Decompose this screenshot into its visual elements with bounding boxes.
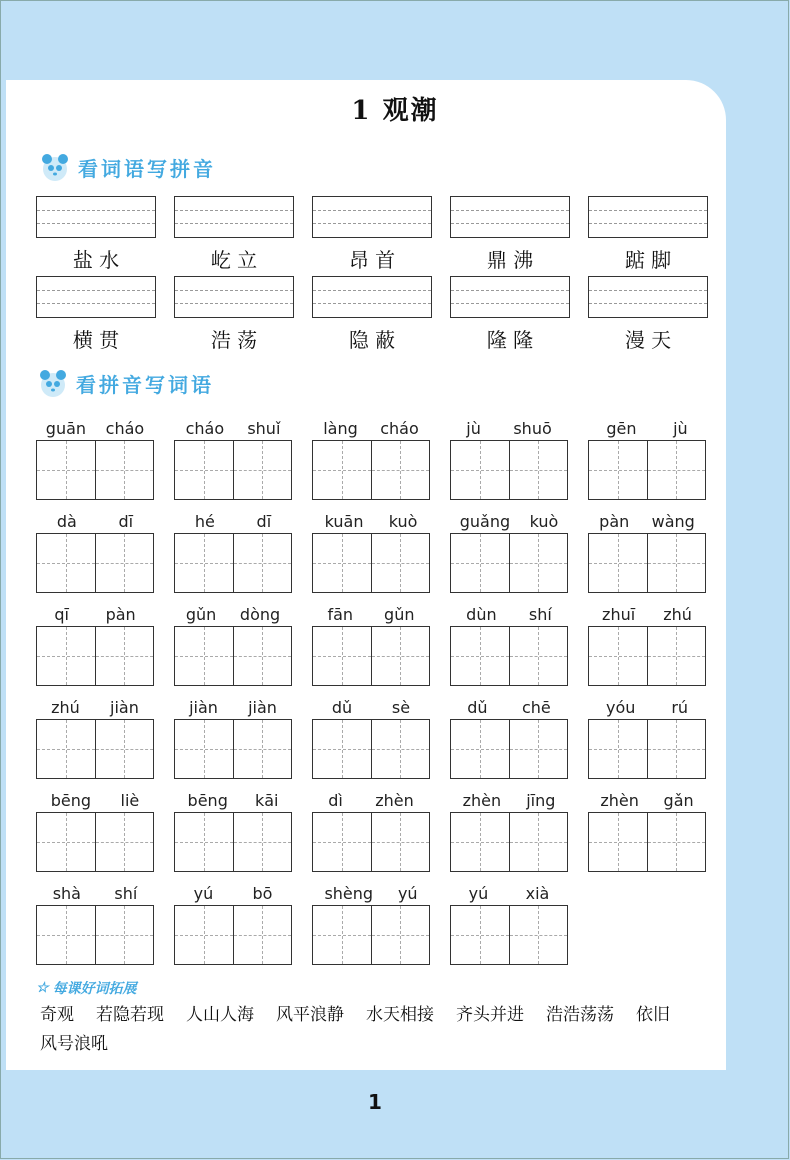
tianzige-box[interactable] <box>450 440 568 500</box>
pinyin-label: dì zhèn <box>328 791 414 810</box>
word-text: 横 贯 <box>72 328 120 352</box>
tianzige-box[interactable] <box>588 719 706 779</box>
pinyin-label: shà shí <box>52 884 138 903</box>
pinyin-item <box>450 883 568 965</box>
pinyin-item <box>36 697 154 779</box>
pinyin-item <box>588 790 706 872</box>
extension-heading <box>36 978 137 998</box>
pinyin-item <box>36 790 154 872</box>
pinyin-label: gǔn dòng <box>185 605 281 624</box>
tianzige-box[interactable] <box>36 626 154 686</box>
panda-icon <box>36 366 70 400</box>
pinyin-label: kuān kuò <box>324 512 418 531</box>
pinyin-answer-box[interactable] <box>588 276 708 318</box>
word-item <box>450 196 570 273</box>
word-text: 屹 立 <box>210 248 258 272</box>
word-item <box>174 276 294 353</box>
pinyin-label: jiàn jiàn <box>189 698 277 717</box>
extension-word: 浩浩荡荡 <box>546 1005 614 1025</box>
tianzige-box[interactable] <box>588 440 706 500</box>
pinyin-label: zhèn jīng <box>462 791 556 810</box>
extension-word-list <box>40 1000 710 1054</box>
panda-icon <box>38 150 72 184</box>
pinyin-item <box>312 604 430 686</box>
word-row-1 <box>36 196 708 273</box>
pinyin-label: fān gǔn <box>327 605 415 624</box>
pinyin-row-3 <box>36 604 706 686</box>
pinyin-label: cháo shuǐ <box>185 419 281 438</box>
extension-word: 奇观 <box>40 1005 74 1025</box>
pinyin-label: yú xià <box>468 884 550 903</box>
word-text: 隆 隆 <box>486 328 534 352</box>
tianzige-box[interactable] <box>174 440 292 500</box>
section-heading-write-pinyin <box>38 150 216 184</box>
word-item <box>450 276 570 353</box>
word-item <box>588 196 708 273</box>
pinyin-item <box>312 883 430 965</box>
tianzige-box[interactable] <box>588 812 706 872</box>
tianzige-box[interactable] <box>174 626 292 686</box>
pinyin-label: gēn jù <box>606 419 688 438</box>
tianzige-box[interactable] <box>450 626 568 686</box>
star-icon: ☆ <box>36 980 49 996</box>
pinyin-item <box>450 604 568 686</box>
pinyin-label: zhuī zhú <box>602 605 692 624</box>
pinyin-item <box>312 418 430 500</box>
pinyin-item <box>312 790 430 872</box>
extension-word: 依旧 <box>636 1005 670 1025</box>
pinyin-answer-box[interactable] <box>174 276 294 318</box>
word-row-2 <box>36 276 708 353</box>
tianzige-box[interactable] <box>36 905 154 965</box>
pinyin-item <box>36 604 154 686</box>
pinyin-answer-box[interactable] <box>36 276 156 318</box>
pinyin-label: yú bō <box>193 884 273 903</box>
extension-word: 若隐若现 <box>96 1005 164 1025</box>
pinyin-row-6 <box>36 883 568 965</box>
page-title: 1 观潮 <box>351 96 439 126</box>
pinyin-label: yóu rú <box>605 698 689 717</box>
word-item <box>312 196 432 273</box>
section-heading-write-words <box>36 366 214 400</box>
tianzige-box[interactable] <box>312 905 430 965</box>
tianzige-box[interactable] <box>174 719 292 779</box>
extension-word: 风号浪吼 <box>40 1034 108 1054</box>
tianzige-box[interactable] <box>588 533 706 593</box>
extension-word: 风平浪静 <box>276 1005 344 1025</box>
pinyin-label: zhèn gǎn <box>600 791 694 810</box>
pinyin-row-1 <box>36 418 706 500</box>
section-heading-label: 看词语写拼音 <box>78 156 216 181</box>
pinyin-label: hé dī <box>194 512 272 531</box>
word-text: 鼎 沸 <box>486 248 534 272</box>
word-text: 昂 首 <box>348 248 396 272</box>
pinyin-row-2 <box>36 511 706 593</box>
pinyin-item <box>174 790 292 872</box>
tianzige-box[interactable] <box>36 533 154 593</box>
pinyin-item <box>450 511 568 593</box>
extension-word: 水天相接 <box>366 1005 434 1025</box>
pinyin-label: dùn shí <box>466 605 552 624</box>
word-item <box>588 276 708 353</box>
tianzige-box[interactable] <box>312 626 430 686</box>
tianzige-box[interactable] <box>174 812 292 872</box>
tianzige-box[interactable] <box>312 812 430 872</box>
word-text: 踮 脚 <box>624 248 672 272</box>
pinyin-item <box>450 790 568 872</box>
section-heading-label: 看拼音写词语 <box>76 372 214 397</box>
pinyin-label: shèng yú <box>324 884 418 903</box>
tianzige-box[interactable] <box>36 440 154 500</box>
word-text: 盐 水 <box>72 248 120 272</box>
pinyin-item <box>36 418 154 500</box>
tianzige-box[interactable] <box>312 440 430 500</box>
tianzige-box[interactable] <box>174 905 292 965</box>
pinyin-label: guān cháo <box>45 419 145 438</box>
tianzige-box[interactable] <box>588 626 706 686</box>
pinyin-answer-box[interactable] <box>450 196 570 238</box>
pinyin-label: dà dī <box>56 512 134 531</box>
pinyin-label: bēng liè <box>50 791 140 810</box>
tianzige-box[interactable] <box>450 812 568 872</box>
pinyin-answer-box[interactable] <box>312 276 432 318</box>
tianzige-box[interactable] <box>450 905 568 965</box>
page-number: 1 <box>368 1090 382 1114</box>
word-text: 漫 天 <box>624 328 672 352</box>
pinyin-answer-box[interactable] <box>36 196 156 238</box>
pinyin-label: bēng kāi <box>187 791 279 810</box>
pinyin-label: làng cháo <box>323 419 419 438</box>
pinyin-item <box>312 511 430 593</box>
word-item <box>312 276 432 353</box>
word-text: 隐 蔽 <box>348 328 396 352</box>
pinyin-row-4 <box>36 697 706 779</box>
pinyin-item <box>36 511 154 593</box>
pinyin-label: pàn wàng <box>599 512 695 531</box>
extension-heading-label: 每课好词拓展 <box>52 981 137 997</box>
pinyin-item <box>450 418 568 500</box>
pinyin-answer-box[interactable] <box>174 196 294 238</box>
pinyin-label: guǎng kuò <box>459 512 559 531</box>
tianzige-box[interactable] <box>312 719 430 779</box>
pinyin-item <box>312 697 430 779</box>
extension-word: 齐头并进 <box>456 1005 524 1025</box>
pinyin-item <box>588 418 706 500</box>
pinyin-item <box>588 511 706 593</box>
tianzige-box[interactable] <box>36 812 154 872</box>
word-text: 浩 荡 <box>210 328 258 352</box>
word-item <box>174 196 294 273</box>
pinyin-item <box>588 604 706 686</box>
word-item <box>36 276 156 353</box>
pinyin-label: dǔ sè <box>331 698 411 717</box>
pinyin-item <box>174 418 292 500</box>
word-item <box>36 196 156 273</box>
pinyin-item <box>174 604 292 686</box>
pinyin-answer-box[interactable] <box>588 196 708 238</box>
pinyin-item <box>174 883 292 965</box>
pinyin-item <box>588 697 706 779</box>
pinyin-label: zhú jiàn <box>51 698 139 717</box>
pinyin-item <box>450 697 568 779</box>
pinyin-label: dǔ chē <box>467 698 551 717</box>
extension-word: 人山人海 <box>186 1005 254 1025</box>
pinyin-item <box>36 883 154 965</box>
pinyin-item <box>174 697 292 779</box>
pinyin-row-5 <box>36 790 706 872</box>
pinyin-label: jù shuō <box>466 419 552 438</box>
tianzige-box[interactable] <box>450 533 568 593</box>
tianzige-box[interactable] <box>36 719 154 779</box>
pinyin-answer-box[interactable] <box>312 196 432 238</box>
tianzige-box[interactable] <box>174 533 292 593</box>
pinyin-label: qī pàn <box>54 605 136 624</box>
pinyin-answer-box[interactable] <box>450 276 570 318</box>
tianzige-box[interactable] <box>450 719 568 779</box>
tianzige-box[interactable] <box>312 533 430 593</box>
pinyin-item <box>174 511 292 593</box>
